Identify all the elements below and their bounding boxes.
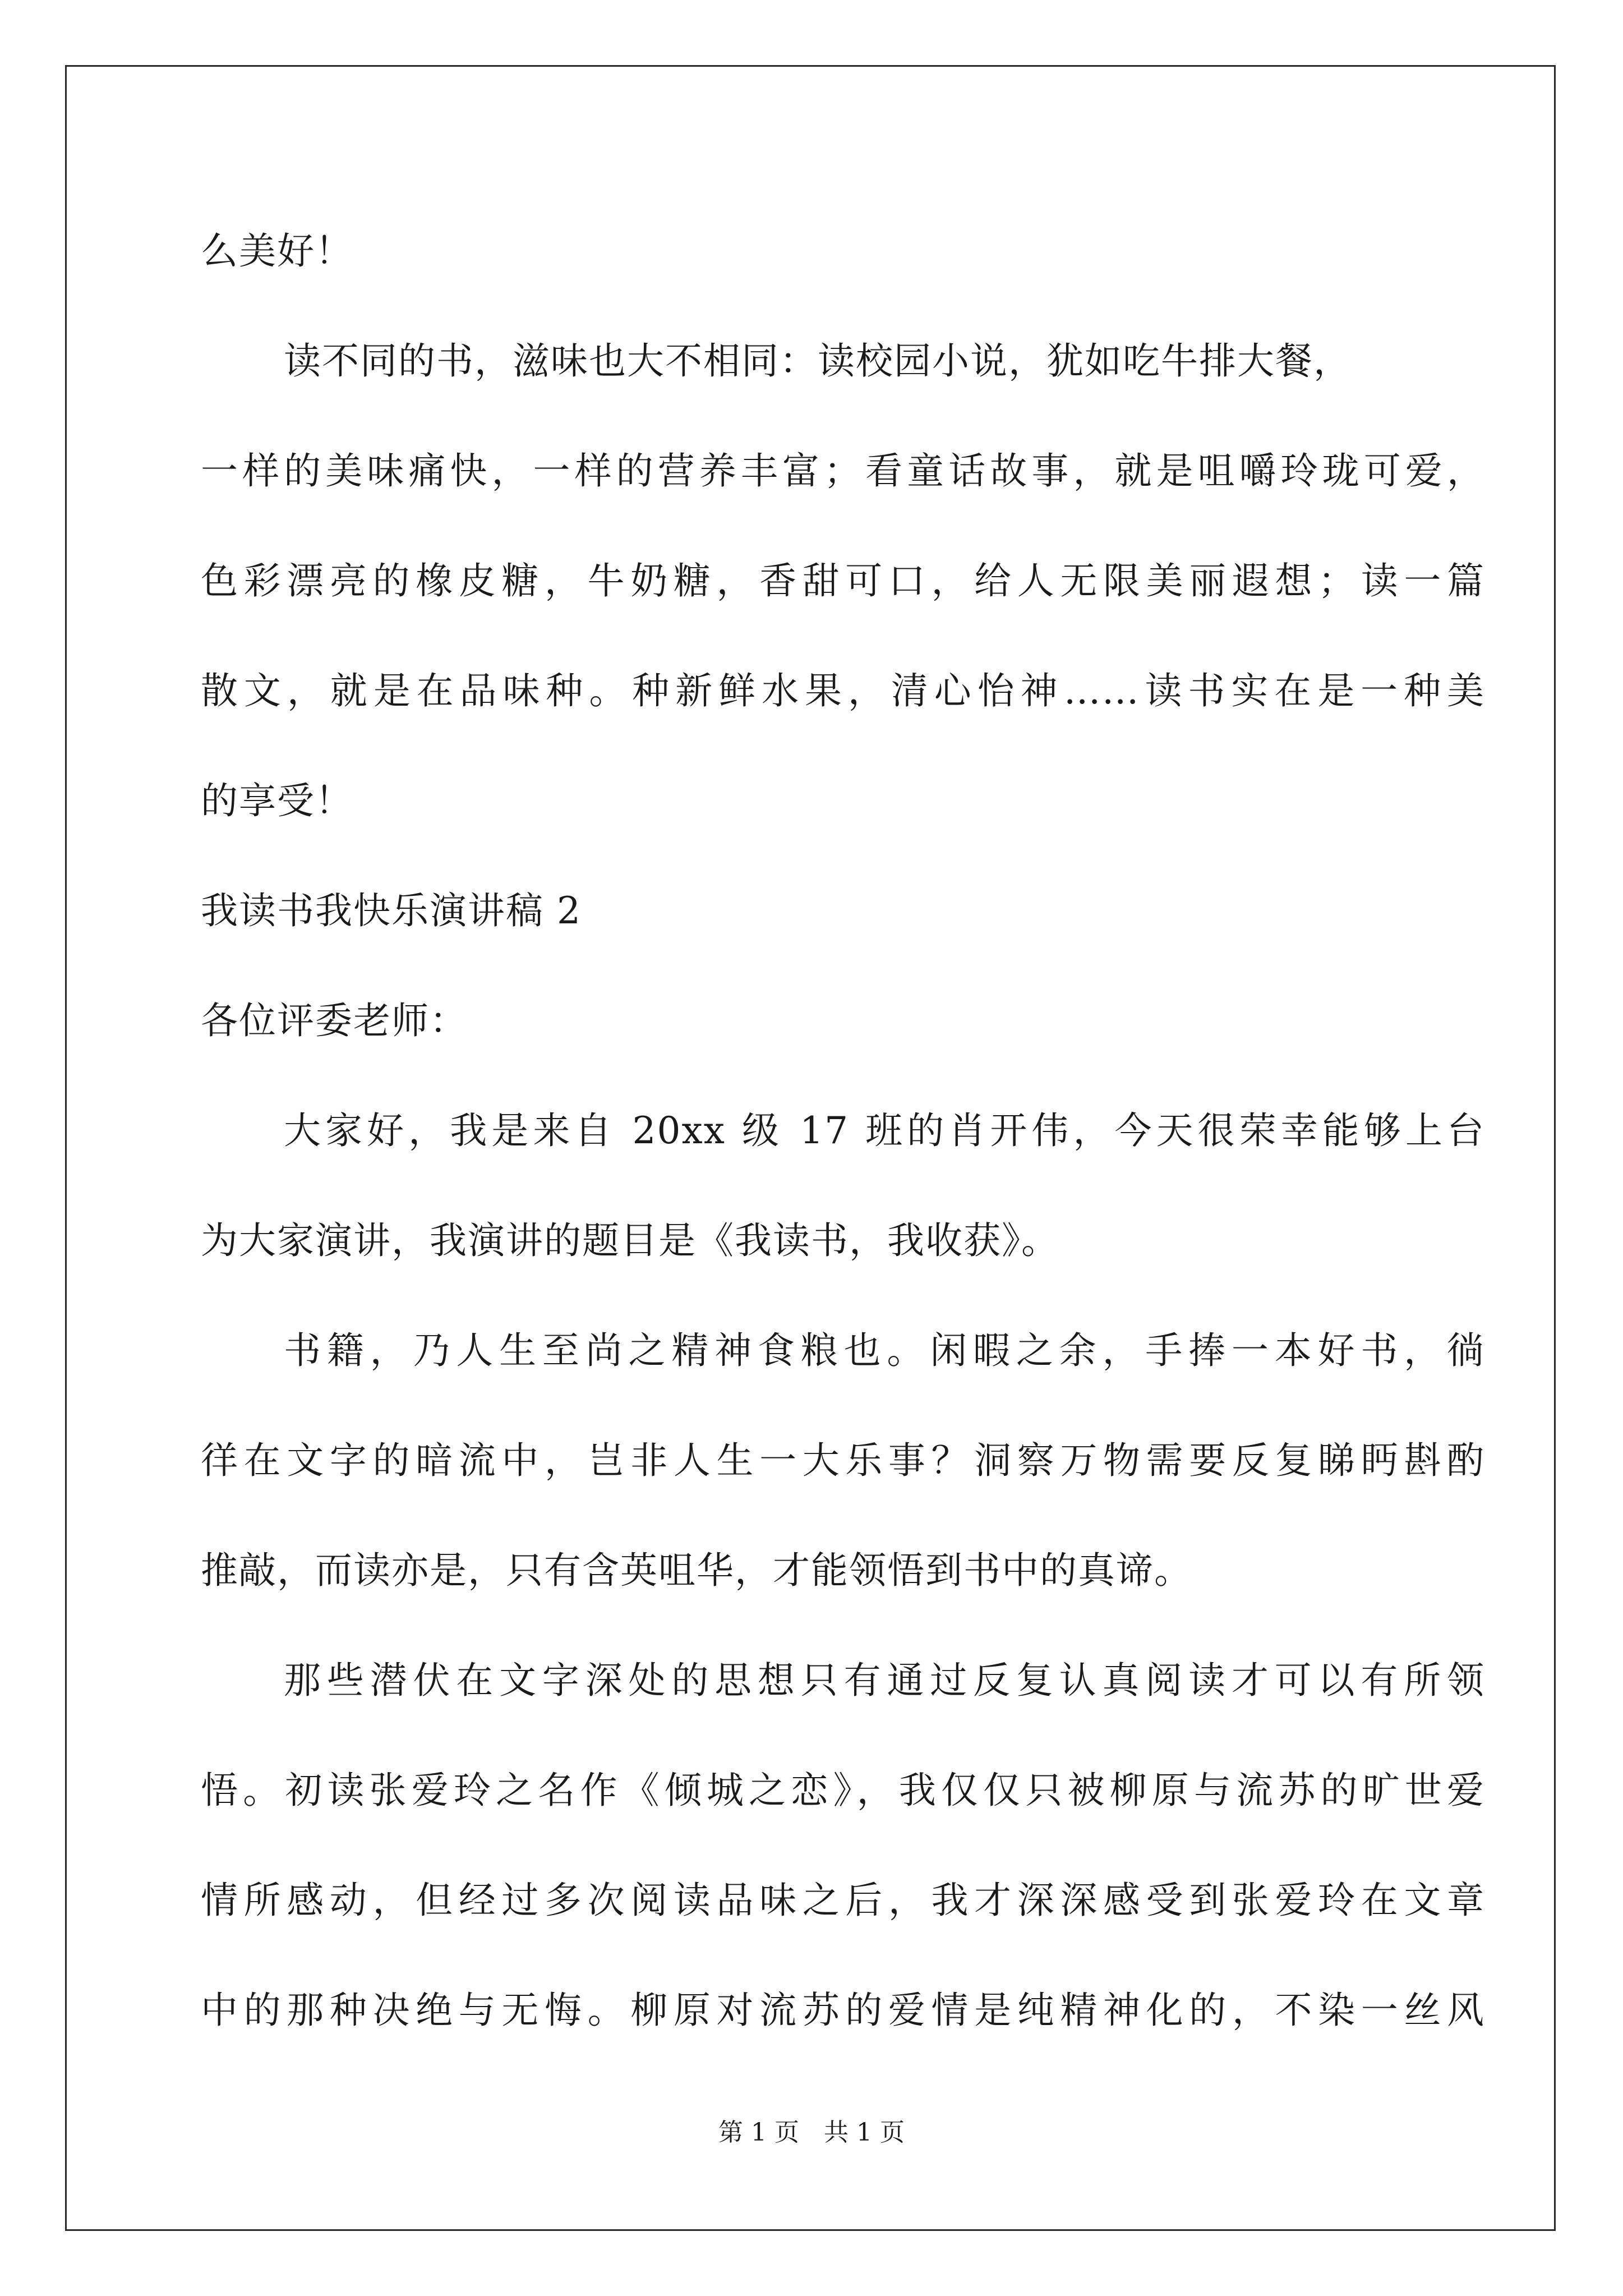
text-line: 徉在文字的暗流中，岂非人生一大乐事？洞察万物需要反复睇眄斟酌 [201, 1439, 1485, 1482]
text-line: 读不同的书，滋味也大不相同：读校园小说，犹如吃牛排大餐， [284, 339, 1352, 383]
text-line: 色彩漂亮的橡皮糖，牛奶糖，香甜可口，给人无限美丽遐想；读一篇 [201, 559, 1485, 602]
text-line: 那些潜伏在文字深处的思想只有通过反复认真阅读才可以有所领 [284, 1659, 1485, 1702]
page-footer: 第 1 页 共 1 页 [718, 2118, 905, 2147]
salutation: 各位评委老师： [201, 999, 468, 1042]
text-line: 推敲，而读亦是，只有含英咀华，才能领悟到书中的真谛。 [201, 1549, 1192, 1592]
text-line: 为大家演讲，我演讲的题目是《我读书，我收获》。 [201, 1219, 1059, 1262]
text-line: 悟。初读张爱玲之名作《倾城之恋》，我仅仅只被柳原与流苏的旷世爱 [201, 1769, 1485, 1812]
text-line: 的享受！ [201, 779, 353, 822]
text-line: 一样的美味痛快，一样的营养丰富；看童话故事，就是咀嚼玲珑可爱， [201, 449, 1485, 493]
text-line: 情所感动，但经过多次阅读品味之后，我才深深感受到张爱玲在文章 [201, 1879, 1485, 1922]
text-line: 么美好！ [201, 229, 353, 273]
text-line: 中的那种决绝与无悔。柳原对流苏的爱情是纯精神化的，不染一丝风 [201, 1989, 1485, 2032]
text-line: 散文，就是在品味种。种新鲜水果，清心怡神……读书实在是一种美 [201, 669, 1485, 712]
text-line: 书籍，乃人生至尚之精神食粮也。闲暇之余，手捧一本好书，徜 [284, 1329, 1485, 1372]
section-heading: 我读书我快乐演讲稿 2 [201, 889, 582, 932]
text-line: 大家好，我是来自 20xx 级 17 班的肖开伟，今天很荣幸能够上台 [284, 1109, 1485, 1152]
